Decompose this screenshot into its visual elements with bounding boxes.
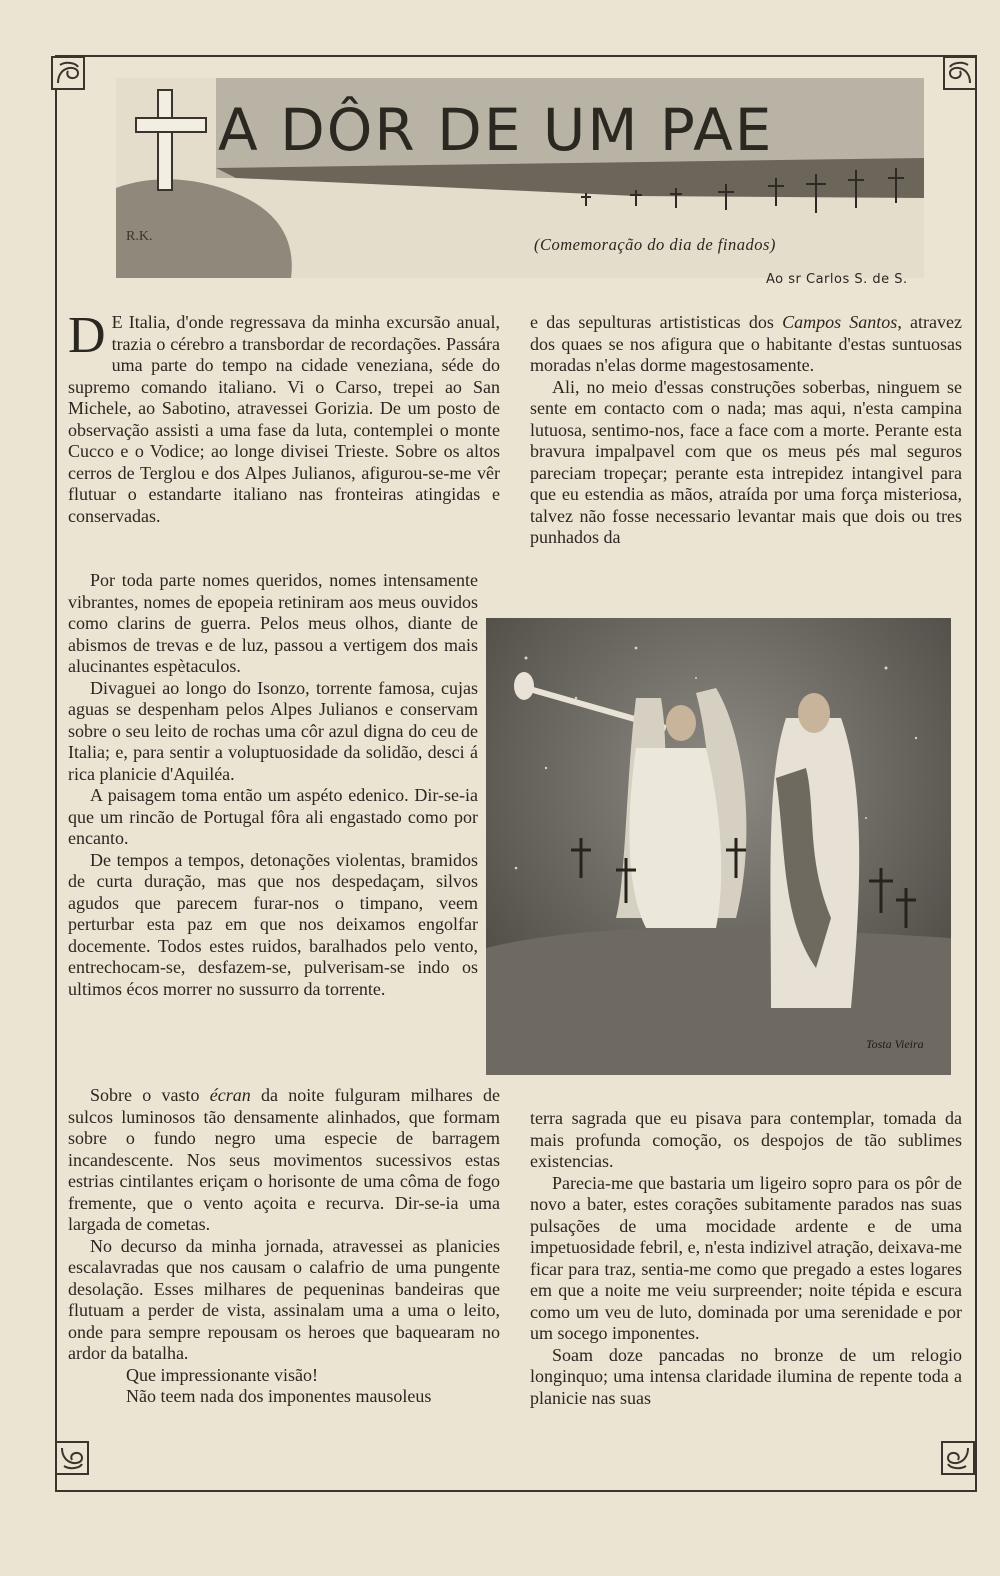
left-column-top [68, 307, 500, 527]
paragraph: Ali, no meio d'essas construções soberbas, ninguem se sente em contacto com o nada; mas aqui, n'esta campina lutuosa, sentimo-nos, face a face com a morte. Perante esta bravura impalpavel com que os meus pés mal seguros pareciam tropeçar; perante esta intrepidez intangivel para que eu estendia as mãos, atraída por uma força misteriosa, talvez não fosse necessario levantar mais que dois ou tres punhados da [530, 376, 962, 547]
dedication: Ao sr Carlos S. de S. [766, 272, 908, 287]
paragraph: Divaguei ao longo do Isonzo, torrente famosa, cujas aguas se despenham pelos Alpes Julianos e conservam sobre o seu leito de rochas uma côr azul digna do ceu de Italia; e, para sentir a voluptuosidade da solidão, desci á rica planicie d'Aquiléa. [68, 677, 478, 784]
corner-ornament-top-right [942, 55, 978, 91]
right-column-top [530, 312, 962, 549]
paragraph: e das sepulturas artististicas dos Campos Santos, atravez dos quaes se nos afigura que o habitante d'estas suntuosas moradas n'elas dorme magestosamente. [530, 312, 963, 375]
paragraph: terra sagrada que eu pisava para contemplar, tomada da mais profunda comoção, os despojos de tão sublimes existencias. [530, 1108, 962, 1171]
left-column-middle [68, 570, 478, 1000]
corner-ornament-bottom-left [54, 1440, 90, 1476]
paragraph: Não teem nada dos imponentes mausoleus [126, 1386, 432, 1406]
paragraph: A paisagem toma então um aspéto edenico. Dir-se-ia que um rincão de Portugal fôra ali engastado como por encanto. [68, 785, 478, 848]
paragraph: Sobre o vasto écran da noite fulguram milhares de sulcos luminosos tão densamente alinhados, que formam sobre o fundo negro uma especie de barragem incandescente. Nos seus movimentos sucessivos estas estrias cintilantes eriçam o horisonte de uma côma de fogo fremente, que o vento açoita e recurva. Dir-se-ia uma largada de cometas. [68, 1085, 500, 1234]
corner-ornament-top-left [50, 55, 86, 91]
article-subtitle: (Comemoração do dia de finados) [534, 235, 776, 254]
paragraph: Parecia-me que bastaria um ligeiro sopro para os pôr de novo a bater, estes corações subitamente parados nas suas pulsações de uma mocidade ardente e de uma impetuosidade febril, e, n'esta indizivel atração, deixava-me ficar para traz, sentia-me como que pregado a estes logares em que a noite me veiu surpreender; noite tépida e escura como um veu de luto, dominada por uma serenidade e por um socego imponentes. [530, 1172, 962, 1343]
right-column-bottom [530, 1108, 962, 1409]
left-column-bottom [68, 1085, 500, 1408]
drop-cap: D [68, 307, 106, 364]
paragraph: Soam doze pancadas no bronze de um relogio longinquo; uma intensa claridade ilumina de repente toda a planicie nas suas [530, 1344, 962, 1408]
corner-ornament-bottom-right [940, 1440, 976, 1476]
page-title: A DÔR DE UM PAE [218, 96, 774, 164]
paragraph: Por toda parte nomes queridos, nomes intensamente vibrantes, nomes de epopeia retiniram aos meus ouvidos como clarins de guerra. Pelos meus olhos, diante de abismos de trevas e de luz, passou a vertigem dos mais alucinantes espètaculos. [68, 570, 478, 676]
paragraph: De tempos a tempos, detonações violentas, bramidos de curta duração, mas que nos despedaçam, silvos agudos que parecem furar-nos o timpano, veem perturbar esta paz em que nos deixamos engolfar docemente. Todos estes ruidos, baralhados pelo vento, entrechocam-se, desfazem-se, pulverisam-se indo os ultimos écos morrer no sussurro da torrente. [68, 849, 478, 999]
paragraph: Que impressionante visão! [126, 1364, 318, 1385]
paragraph: No decurso da minha jornada, atravessei as planicies escalavradas que nos causam o calafrio de uma pungente desolação. Esses milhares de pequeninas bandeiras que flutuam a perder de vista, assinalam uma a uma o leito, onde para sempre repousam os heroes que baquearam no ardor da batalha. [68, 1235, 500, 1363]
paragraph: D E Italia, d'onde regressava da minha excursão anual, trazia o cérebro a transbordar de recordações. Passára uma parte do tempo na cidade veneziana, séde do supremo comando italiano. Vi o Carso, trepei ao San Michele, ao Sabotino, atravessei Gorizia. De um posto de observação assisti a uma fase da luta, contemplei o monte Cucco e o Vodice; ao longe divisei Trieste. Sobre os altos cerros de Terglou e dos Alpes Julianos, afigurou-se-me vêr flutuar o estandarte italiano nas fronteiras atingidas e conservadas. [68, 307, 500, 526]
illustration-signature: Tosta Vieira [866, 1037, 924, 1051]
header-illustration-signature: R.K. [126, 229, 153, 244]
angel-and-christ-illustration [486, 618, 951, 1075]
